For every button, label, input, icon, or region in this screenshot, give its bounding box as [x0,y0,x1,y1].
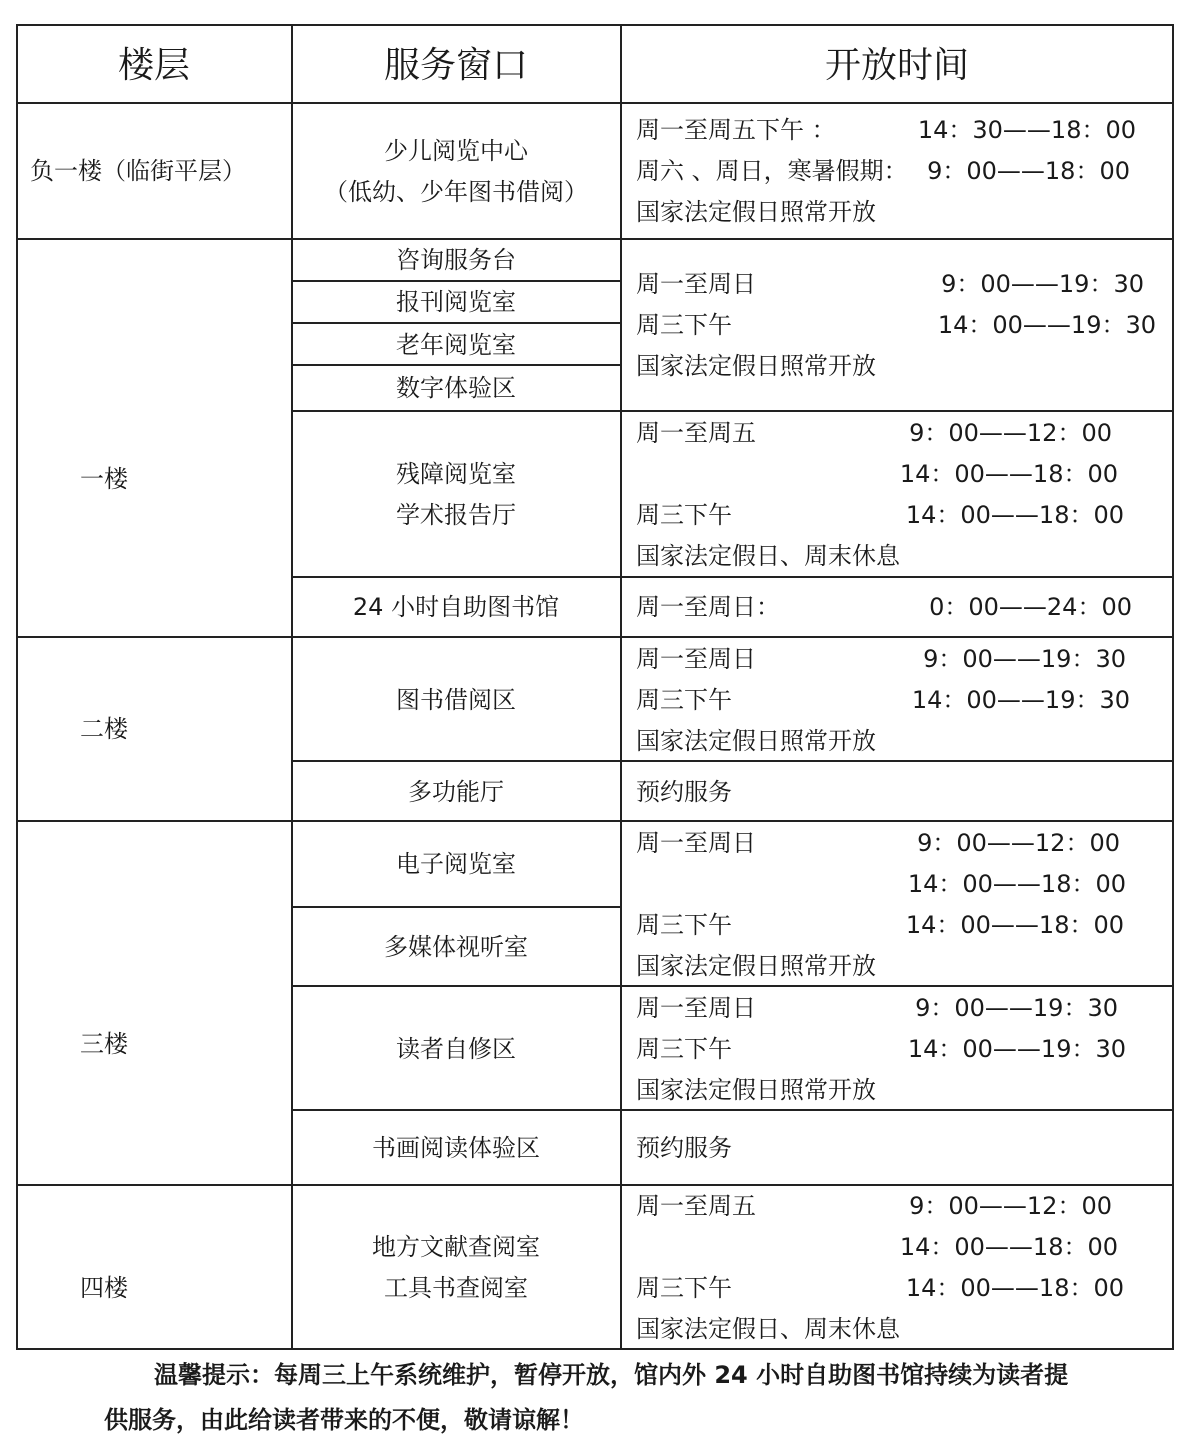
hours-time: 14：30——18：00 [917,116,1136,144]
hours-note: 国家法定假日照常开放 [636,198,876,226]
hours-label: 周一至周五 [636,1192,756,1220]
hours-time: 14：00——18：00 [907,870,1126,898]
table-border-bottom [16,1348,1174,1350]
service-window: （低幼、少年图书借阅） [324,178,588,206]
service-window: 工具书查阅室 [384,1274,528,1302]
hours-label: 周三下午 [636,686,732,714]
column-divider [620,24,622,1350]
hours-label: 周一至周日 [636,645,756,673]
row-divider [291,906,622,908]
hours-time: 9：00——12：00 [917,829,1120,857]
hours-note: 国家法定假日照常开放 [636,1076,876,1104]
service-window: 电子阅览室 [396,850,516,878]
hours-note: 国家法定假日照常开放 [636,352,876,380]
hours-label: 周三下午 [636,1035,732,1063]
service-window: 多功能厅 [408,778,504,806]
hours-label: 周一至周五下午 ： [636,116,836,144]
hours-time: 14：00——19：30 [937,311,1156,339]
hours-label: 周三下午 [636,911,732,939]
row-divider [291,1109,1174,1111]
service-window: 读者自修区 [396,1035,516,1063]
service-window: 学术报告厅 [396,501,516,529]
row-divider [16,636,1174,638]
hours-time: 0：00——24：00 [929,593,1132,621]
service-window: 书画阅读体验区 [372,1134,540,1162]
hours-time: 14：00——18：00 [899,460,1118,488]
column-divider [291,24,293,1350]
service-window: 多媒体视听室 [384,933,528,961]
floor-1f: 一楼 [80,465,128,493]
service-window: 数字体验区 [396,374,516,402]
table-border-left [16,24,18,1350]
hours-label: 周一至周日 [636,829,756,857]
table-border-right [1172,24,1174,1350]
service-window: 地方文献查阅室 [372,1233,540,1261]
service-window: 24 小时自助图书馆 [352,593,560,621]
table-border-top [16,24,1174,26]
hours-label: 周一至周日 [636,270,756,298]
floor-3f: 三楼 [80,1030,128,1058]
row-divider [16,820,1174,822]
service-window: 少儿阅览中心 [384,137,528,165]
row-divider [291,322,622,324]
header-opening-hours: 开放时间 [824,45,970,86]
notice-line-1: 温馨提示：每周三上午系统维护，暂停开放，馆内外 24 小时自助图书馆持续为读者提 [154,1361,1069,1389]
hours-label: 周六 、周日，寒暑假期： [636,157,908,185]
service-window: 咨询服务台 [396,246,516,274]
hours-note: 国家法定假日、周末休息 [636,542,900,570]
hours-label: 周一至周五 [636,419,756,447]
service-window: 残障阅览室 [396,460,516,488]
hours-note: 国家法定假日照常开放 [636,952,876,980]
hours-time: 9：00——18：00 [927,157,1130,185]
hours-note: 国家法定假日、周末休息 [636,1315,900,1343]
service-window: 图书借阅区 [396,686,516,714]
hours-time: 9：00——19：30 [923,645,1126,673]
header-floor: 楼层 [117,45,191,86]
hours-time: 9：00——12：00 [909,1192,1112,1220]
hours-time: 14：00——18：00 [905,501,1124,529]
row-divider [291,410,1174,412]
header-service-window: 服务窗口 [383,45,529,86]
hours-time: 14：00——19：30 [911,686,1130,714]
service-window: 报刊阅览室 [396,288,516,316]
hours-time: 9：00——19：30 [941,270,1144,298]
row-divider [291,760,1174,762]
hours-label: 周三下午 [636,311,732,339]
hours-note: 预约服务 [636,1134,732,1162]
hours-time: 14：00——18：00 [899,1233,1118,1261]
row-divider [291,280,622,282]
hours-time: 9：00——12：00 [909,419,1112,447]
hours-note: 国家法定假日照常开放 [636,727,876,755]
notice-line-2: 供服务，由此给读者带来的不便，敬请谅解！ [104,1406,584,1434]
service-window: 老年阅览室 [396,331,516,359]
hours-label: 周一至周日： [636,593,780,621]
row-divider [16,238,1174,240]
row-divider [291,576,1174,578]
hours-time: 14：00——18：00 [905,911,1124,939]
floor-b1: 负一楼（临街平层） [30,157,246,185]
hours-time: 9：00——19：30 [915,994,1118,1022]
row-divider [16,1184,1174,1186]
hours-note: 预约服务 [636,778,732,806]
floor-4f: 四楼 [80,1274,128,1302]
hours-time: 14：00——19：30 [907,1035,1126,1063]
row-divider [291,985,1174,987]
hours-label: 周一至周日 [636,994,756,1022]
row-divider [16,102,1174,104]
floor-2f: 二楼 [80,715,128,743]
hours-label: 周三下午 [636,501,732,529]
hours-label: 周三下午 [636,1274,732,1302]
row-divider [291,364,622,366]
hours-time: 14：00——18：00 [905,1274,1124,1302]
